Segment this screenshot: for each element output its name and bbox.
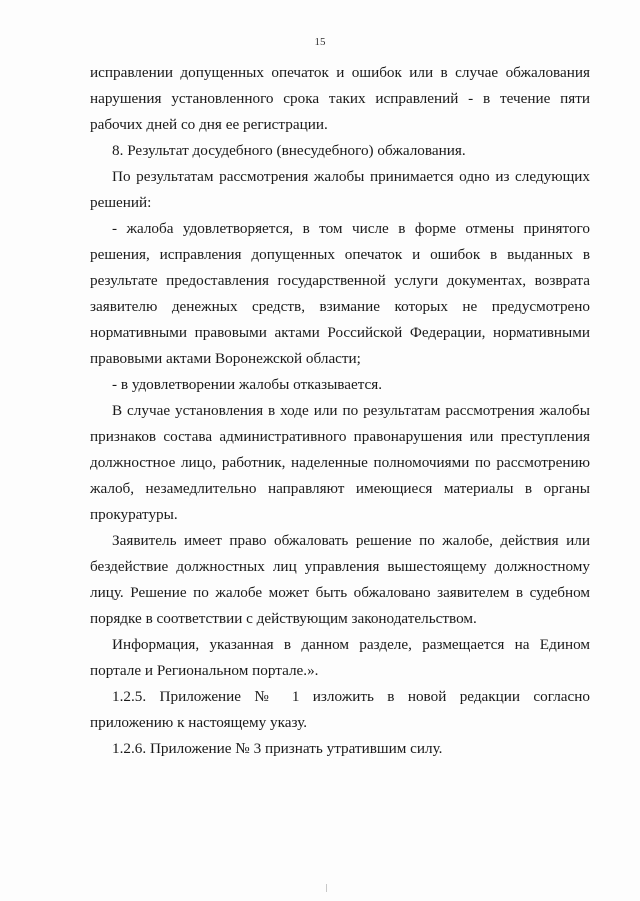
paragraph-continuation: исправлении допущенных опечаток и ошибок или в случае обжалования нарушения установленного срока таких исправлений - в течение пяти рабочих дней со дня ее регистрации. bbox=[90, 64, 590, 133]
paragraph-section-8-heading: 8. Результат досудебного (внесудебного) обжалования. bbox=[112, 142, 466, 159]
document-body bbox=[90, 60, 590, 762]
paragraph-violation: В случае установления в ходе или по результатам рассмотрения жалобы признаков состава административного правонарушения или преступления должностное лицо, работник, наделенные полномочиями по рассмотрению жалоб, незамедлительно направляют имеющиеся материалы в органы прокуратуры. bbox=[90, 402, 590, 523]
page-number: 15 bbox=[314, 36, 326, 48]
paragraph-option-refused: - в удовлетворении жалобы отказывается. bbox=[112, 376, 383, 393]
paragraph-item-1-2-5: 1.2.5. Приложение № 1 изложить в новой редакции согласно приложению к настоящему указу. bbox=[90, 688, 590, 731]
paragraph-appeal-right: Заявитель имеет право обжаловать решение по жалобе, действия или бездействие должностных лиц управления вышестоящему должностному лицу. Решение по жалобе может быть обжаловано заявителем в судебном порядке в соответствии с действующим законодательством. bbox=[90, 532, 590, 627]
paragraph-item-1-2-6: 1.2.6. Приложение № 3 признать утратившим силу. bbox=[112, 740, 443, 757]
scan-mark bbox=[326, 884, 327, 892]
paragraph-results-intro: По результатам рассмотрения жалобы принимается одно из следующих решений: bbox=[90, 168, 590, 211]
paragraph-info-portal: Информация, указанная в данном разделе, размещается на Едином портале и Региональном портале.». bbox=[90, 636, 590, 679]
paragraph-option-satisfied: - жалоба удовлетворяется, в том числе в форме отмены принятого решения, исправления допущенных опечаток и ошибок в выданных в результате предоставления государственной услуги документах, возврата заявителю денежных средств, взимание которых не предусмотрено нормативными правовыми актами Российской Федерации, нормативными правовыми актами Воронежской области; bbox=[90, 220, 590, 367]
